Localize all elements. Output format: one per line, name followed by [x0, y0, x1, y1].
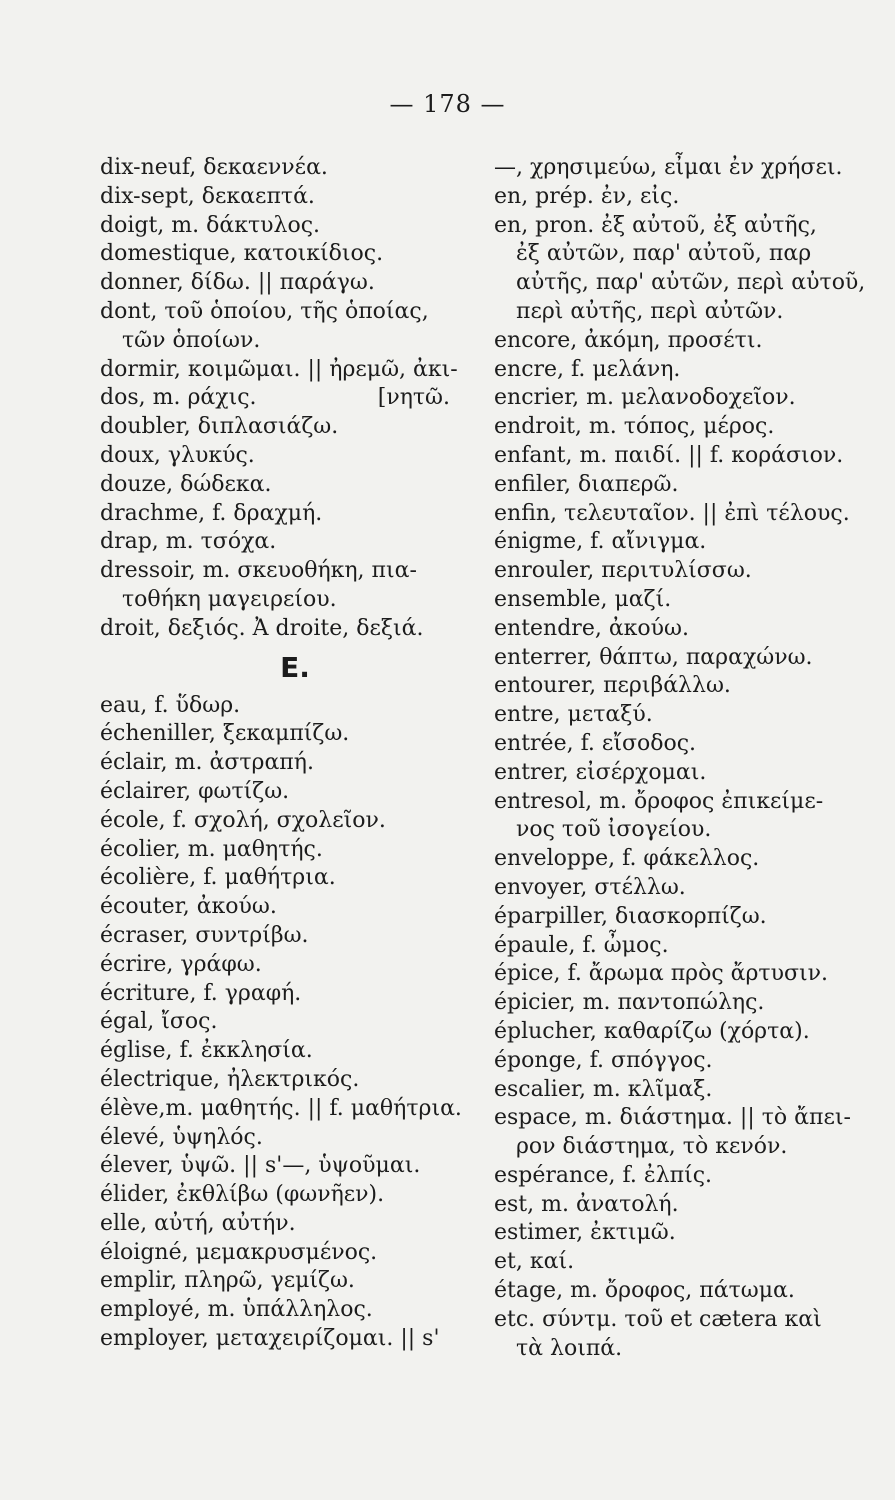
entry-headline: encrier, m. μελανοδοχεῖον.	[494, 385, 796, 411]
dictionary-entry	[100, 298, 470, 356]
entry-headline: est, m. ἀνατολή.	[494, 1191, 679, 1217]
dictionary-entry	[494, 413, 874, 442]
entry-headline: espérance, f. ἐλπίς.	[494, 1162, 713, 1188]
page-number: — 178 —	[389, 90, 506, 118]
entry-continuation: αὐτῆς, παρ' αὐτῶν, περὶ αὐτοῦ,	[516, 270, 866, 296]
dictionary-entry	[100, 356, 470, 385]
entry-headline: dos, m. ράχις.	[100, 385, 257, 411]
entry-headline: entourer, περιβάλλω.	[494, 673, 731, 699]
dictionary-entry	[494, 1277, 874, 1306]
dictionary-entry	[494, 1248, 874, 1277]
entry-headline: épicier, m. παντοπώλης.	[494, 990, 765, 1016]
entry-headline: enfin, τελευταῖον. || ἐπὶ τέλους.	[494, 500, 850, 526]
entry-headline: épaule, f. ὦμος.	[494, 932, 669, 958]
dictionary-entry	[494, 1162, 874, 1191]
entry-headline: encore, ἀκόμη, προσέτι.	[494, 327, 763, 353]
entry-headline: enterrer, θάπτω, παραχώνω.	[494, 644, 813, 670]
dictionary-entry	[100, 1152, 470, 1181]
entry-headline: en, prép. ἐν, εἰς.	[494, 183, 680, 209]
entry-headline: domestique, κατοικίδιος.	[100, 241, 384, 267]
dictionary-entry	[494, 1076, 874, 1105]
entry-headline: et, καί.	[494, 1249, 575, 1275]
entry-headline: doubler, διπλασιάζω.	[100, 414, 339, 440]
entry-headline: écouter, ἀκούω.	[100, 894, 277, 920]
entry-headline: doigt, m. δάκτυλος.	[100, 212, 321, 238]
dictionary-entry	[494, 1018, 874, 1047]
entry-headline: estimer, ἐκτιμῶ.	[494, 1220, 676, 1246]
entry-headline: espace, m. διάστημα. || τὸ ἄπει-	[494, 1105, 851, 1131]
dictionary-entry	[494, 1104, 874, 1162]
entry-continuation: περὶ αὐτῆς, περὶ αὐτῶν.	[516, 298, 784, 324]
entry-headline: élève,m. μαθητής. || f. μαθήτρια.	[100, 1095, 462, 1121]
dictionary-entry	[494, 1219, 874, 1248]
dictionary-entry	[100, 500, 470, 529]
entry-headline: électrique, ἠλεκτρικός.	[100, 1066, 360, 1092]
entry-headline: écraser, συντρίβω.	[100, 922, 309, 948]
entry-continuation: τῶν ὁποίων.	[122, 327, 261, 353]
dictionary-entry	[100, 471, 470, 500]
dictionary-entry	[100, 1325, 470, 1354]
dictionary-entry	[100, 528, 470, 557]
dictionary-entry	[100, 240, 470, 269]
dictionary-entry	[100, 778, 470, 807]
dictionary-entry	[494, 874, 874, 903]
dictionary-entry	[494, 989, 874, 1018]
entry-headline: —, χρησιμεύω, εἶμαι ἐν χρήσει.	[494, 155, 843, 180]
dictionary-entry	[494, 644, 874, 673]
dictionary-entry	[100, 749, 470, 778]
dictionary-entry	[100, 1296, 470, 1325]
dictionary-entry	[494, 384, 874, 413]
entry-headline: donner, δίδω. || παράγω.	[100, 270, 375, 296]
dictionary-entry	[100, 1267, 470, 1296]
dictionary-entry	[494, 845, 874, 874]
dictionary-entry	[100, 1124, 470, 1153]
entry-headline: enveloppe, f. φάκελλος.	[494, 846, 760, 872]
entry-headline: égal, ἴσος.	[100, 1009, 218, 1035]
dictionary-entry	[100, 212, 470, 241]
entry-headline: énigme, f. αἴνιγμα.	[494, 529, 707, 555]
entry-headline: dormir, κοιμῶμαι. || ἠρεμῶ, ἀκι-	[100, 356, 458, 382]
entry-headline: éclair, m. ἀστραπή.	[100, 750, 314, 776]
right-column	[494, 154, 874, 1363]
entry-headline: employé, m. ὑπάλληλος.	[100, 1297, 373, 1323]
dictionary-entry	[494, 557, 874, 586]
entry-headline: elle, αὐτή, αὐτήν.	[100, 1210, 296, 1236]
entry-headline: entendre, ἀκούω.	[494, 615, 689, 641]
dictionary-entry	[494, 932, 874, 961]
entry-headline: élevé, ὑψηλός.	[100, 1124, 263, 1150]
entry-headline: éplucher, καθαρίζω (χόρτα).	[494, 1018, 810, 1044]
dictionary-entry	[494, 212, 874, 327]
entry-headline: éclairer, φωτίζω.	[100, 778, 290, 804]
entry-headline: droit, δεξιός. Ἀ droite, δεξιά.	[100, 615, 424, 641]
dictionary-entry	[100, 615, 470, 644]
entry-headline: drap, m. τσόχα.	[100, 529, 277, 555]
dictionary-entry	[100, 951, 470, 980]
dictionary-entry	[100, 1037, 470, 1066]
entry-headline: dix-neuf, δεκαεννέα.	[100, 155, 328, 180]
dictionary-entry	[100, 720, 470, 749]
entry-headline: en, pron. ἐξ αὐτοῦ, ἐξ αὐτῆς,	[494, 212, 817, 238]
entry-headline: encre, f. μελάνη.	[494, 356, 681, 382]
entry-continuation: νος τοῦ ἰσογείου.	[516, 817, 712, 843]
dictionary-entry	[494, 615, 874, 644]
entry-headline: dont, τοῦ ὁποίου, τῆς ὁποίας,	[100, 298, 429, 324]
entry-headline: envoyer, στέλλω.	[494, 874, 686, 900]
dictionary-entry	[100, 154, 470, 183]
dictionary-entry	[100, 183, 470, 212]
entry-headline: enfant, m. παιδί. || f. κοράσιον.	[494, 442, 844, 468]
entry-continuation: ρον διάστημα, τὸ κενόν.	[516, 1134, 788, 1160]
entry-headline: employer, μεταχειρίζομαι. || s'	[100, 1326, 440, 1352]
dictionary-entry	[494, 586, 874, 615]
entry-headline: épice, f. ἄρωμα πρὸς ἄρτυσιν.	[494, 961, 828, 987]
dictionary-entry	[494, 759, 874, 788]
dictionary-entry	[100, 1066, 470, 1095]
entry-headline: entresol, m. ὄροφος ἐπικείμε-	[494, 788, 824, 814]
dictionary-entry	[494, 672, 874, 701]
entry-headline: entrée, f. εἴσοδος.	[494, 730, 697, 756]
dictionary-entry	[100, 413, 470, 442]
entry-continuation: ἐξ αὐτῶν, παρ' αὐτοῦ, παρ	[516, 241, 812, 267]
entry-headline: étage, m. ὄροφος, πάτωμα.	[494, 1278, 795, 1304]
entry-headline: enrouler, περιτυλίσσω.	[494, 558, 752, 584]
entry-headline: endroit, m. τόπος, μέρος.	[494, 414, 775, 440]
dictionary-entry	[494, 500, 874, 529]
entry-headline: drachme, f. δραχμή.	[100, 500, 323, 526]
dictionary-entry	[100, 807, 470, 836]
dictionary-entry	[100, 1095, 470, 1124]
dictionary-entry	[100, 893, 470, 922]
dictionary-entry	[494, 154, 874, 183]
entry-headline: dix-sept, δεκαεπτά.	[100, 183, 315, 209]
section-letter: E.	[280, 650, 310, 684]
dictionary-entry	[100, 922, 470, 951]
entry-headline: écriture, f. γραφή.	[100, 980, 302, 1006]
entry-headline: éparpiller, διασκορπίζω.	[494, 903, 767, 929]
left-column	[100, 154, 470, 1354]
entry-continuation: τὰ λοιπά.	[516, 1335, 623, 1361]
entry-headline: église, f. ἐκκλησία.	[100, 1038, 313, 1064]
entry-headline: entrer, εἰσέρχομαι.	[494, 759, 707, 785]
dictionary-entry	[100, 864, 470, 893]
entry-headline: dressoir, m. σκευοθήκη, πια-	[100, 558, 417, 584]
dictionary-entry	[100, 384, 470, 413]
dictionary-entry	[494, 701, 874, 730]
dictionary-entry	[494, 442, 874, 471]
entry-headline: élever, ὑψῶ. || s'—, ὑψοῦμαι.	[100, 1153, 421, 1179]
dictionary-entry	[100, 980, 470, 1009]
dictionary-entry	[100, 269, 470, 298]
entry-headline: écheniller, ξεκαμπίζω.	[100, 721, 350, 747]
dictionary-entry	[494, 356, 874, 385]
entry-headline: écolier, m. μαθητής.	[100, 836, 323, 862]
entry-headline: doux, γλυκύς.	[100, 442, 255, 468]
entry-headline: enfiler, διαπερῶ.	[494, 471, 679, 497]
entry-headline: écolière, f. μαθήτρια.	[100, 865, 336, 891]
entry-headline: éponge, f. σπόγγος.	[494, 1047, 713, 1073]
dictionary-entry	[494, 471, 874, 500]
dictionary-entry	[100, 1181, 470, 1210]
entry-headline: entre, μεταξύ.	[494, 702, 653, 728]
entry-headline: douze, δώδεκα.	[100, 471, 272, 497]
entry-headline: etc. σύντμ. τοῦ et cætera καὶ	[494, 1306, 822, 1332]
dictionary-entry	[100, 557, 470, 615]
dictionary-entry	[100, 1210, 470, 1239]
dictionary-entry	[494, 183, 874, 212]
dictionary-entry	[494, 1191, 874, 1220]
dictionary-entry	[494, 1047, 874, 1076]
dictionary-entry	[494, 960, 874, 989]
dictionary-entry	[494, 903, 874, 932]
entry-headline: eau, f. ὕδωρ.	[100, 692, 241, 718]
dictionary-entry	[494, 730, 874, 759]
entry-headline: éloigné, μεμακρυσμένος.	[100, 1239, 378, 1265]
entry-carryover: [νητῶ.	[377, 385, 450, 411]
dictionary-entry	[494, 528, 874, 557]
dictionary-entry	[494, 788, 874, 846]
entry-headline: écrire, γράφω.	[100, 951, 262, 977]
entry-headline: escalier, m. κλῖμαξ.	[494, 1076, 713, 1102]
dictionary-entry	[100, 1239, 470, 1268]
dictionary-entry	[494, 327, 874, 356]
entry-continuation: τοθήκη μαγειρείου.	[122, 586, 337, 612]
entry-headline: emplir, πληρῶ, γεμίζω.	[100, 1268, 355, 1294]
dictionary-entry	[100, 442, 470, 471]
dictionary-entry	[100, 692, 470, 721]
entry-headline: ensemble, μαζί.	[494, 586, 672, 612]
dictionary-entry	[100, 1008, 470, 1037]
dictionary-entry	[494, 1306, 874, 1364]
dictionary-entry	[100, 836, 470, 865]
entry-headline: élider, ἐκθλίβω (φωνῆεν).	[100, 1182, 385, 1208]
entry-headline: école, f. σχολή, σχολεῖον.	[100, 807, 386, 833]
